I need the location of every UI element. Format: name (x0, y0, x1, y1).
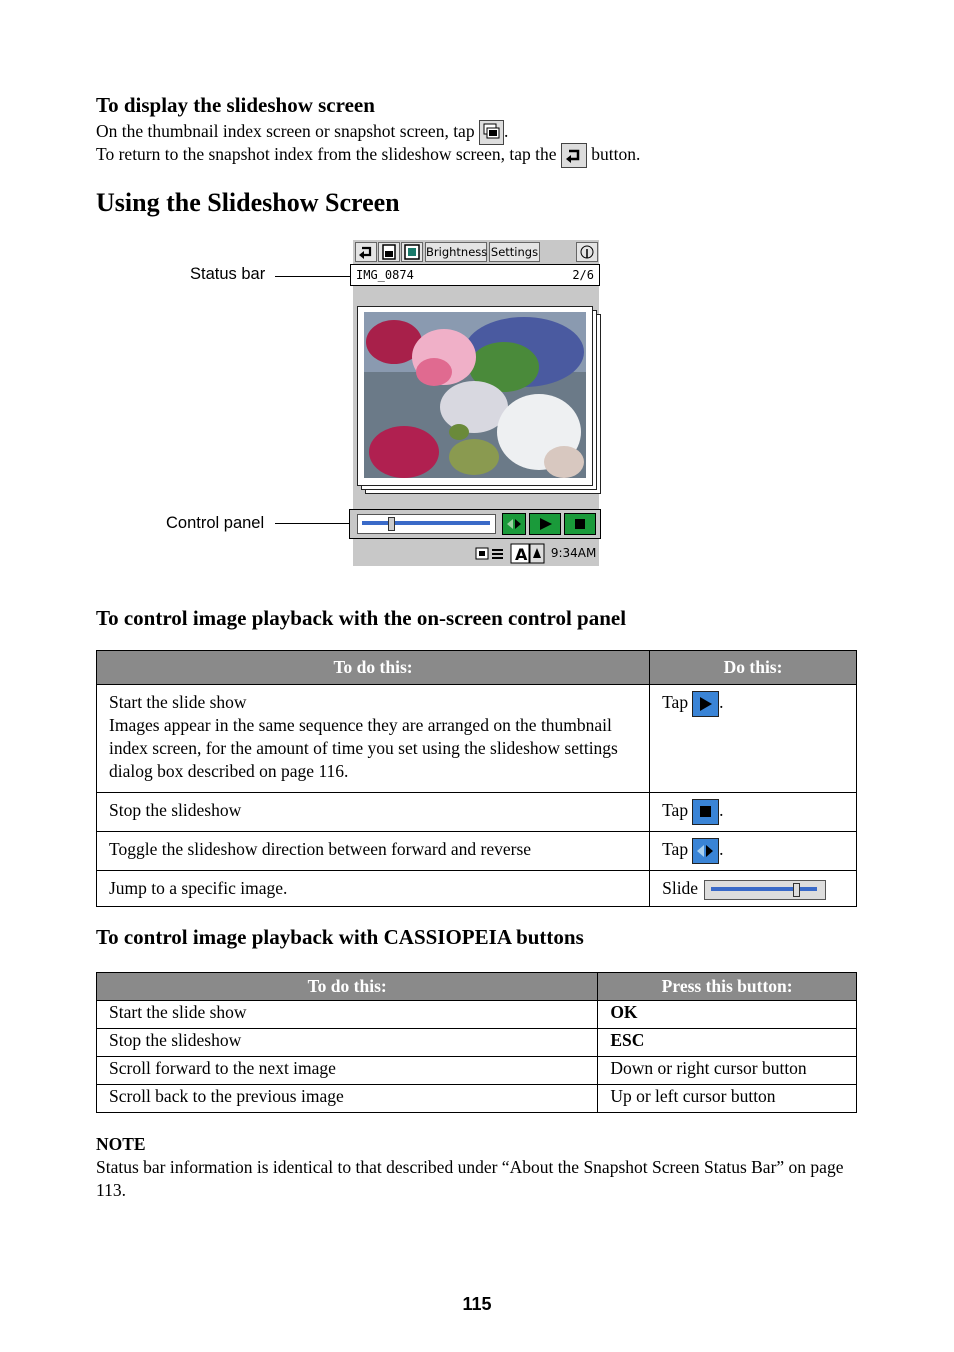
slideshow-screen-figure (353, 240, 599, 566)
action-detail: Images appear in the same sequence they are arranged on the thumbnail index screen, for the amount of time you set using the slideshow settings dialog box described on page 116. (109, 715, 618, 781)
table-cell-action: Scroll forward to the next image (97, 1057, 598, 1085)
direction-toggle-icon (692, 838, 719, 864)
figure-stop-button (564, 513, 596, 535)
table-row (97, 685, 857, 793)
table-cell-action: Stop the slideshow (97, 1029, 598, 1057)
table-row (97, 1001, 857, 1029)
return-icon (561, 143, 587, 168)
using-slideshow-heading: Using the Slideshow Screen (96, 188, 400, 217)
table-header-cell: To do this: (97, 651, 650, 685)
status-bar-leader-line (275, 276, 350, 277)
onscreen-control-heading: To control image playback with the on-screen control panel (96, 606, 627, 630)
play-icon (692, 691, 719, 717)
status-bar-callout: Status bar (190, 265, 266, 283)
figure-brightness-button: Brightness (425, 242, 487, 262)
table-header-cell: Do this: (650, 651, 857, 685)
table-cell-action: Stop the slideshow (97, 793, 650, 832)
note-text: Status bar information is identical to that described under “About the Snapshot Screen Status Bar” on page 113. (96, 1157, 844, 1200)
table-row (97, 793, 857, 832)
control-panel-leader-line (275, 523, 350, 524)
table-row (97, 1085, 857, 1113)
figure-save-icon (378, 242, 400, 262)
figure-slider-thumb (388, 517, 395, 531)
figure-antenna-icon (576, 242, 598, 262)
table-cell-action: Scroll back to the previous image (97, 1085, 598, 1113)
figure-control-panel (349, 509, 601, 539)
table-row (97, 832, 857, 871)
line2-text: To return to the snapshot index from the slideshow screen, tap the (96, 144, 557, 164)
table-header-row (97, 973, 857, 1001)
table-cell-action: Toggle the slideshow direction between forward and reverse (97, 832, 650, 871)
method-verb: Slide (662, 878, 699, 898)
figure-taskbar-tray (475, 542, 596, 564)
slideshow-display-line2 (96, 143, 640, 168)
figure-return-button (355, 242, 377, 262)
table-cell-action (97, 685, 650, 793)
table-cell-button: Up or left cursor button (598, 1085, 857, 1113)
table-cell-action: Jump to a specific image. (97, 871, 650, 907)
slideshow-display-line1 (96, 120, 508, 145)
figure-slideshow-icon (401, 242, 423, 262)
action-title: Start the slide show (109, 692, 247, 712)
table-cell-method: Tap . (650, 793, 857, 832)
table-row (97, 1029, 857, 1057)
slider-icon (704, 880, 826, 900)
slideshow-display-heading: To display the slideshow screen (96, 93, 375, 117)
cassiopeia-buttons-heading: To control image playback with CASSIOPEIA buttons (96, 925, 584, 949)
figure-status-bar (350, 264, 600, 286)
line2-end: button. (591, 144, 641, 164)
note-title: NOTE (96, 1134, 146, 1154)
cassiopeia-buttons-table (96, 972, 857, 1113)
figure-direction-button (502, 513, 526, 535)
stop-icon (692, 799, 719, 825)
figure-play-button (529, 513, 561, 535)
table-cell-button: ESC (598, 1029, 857, 1057)
method-verb: Tap (662, 800, 689, 821)
method-verb: Tap (662, 839, 689, 860)
table-row (97, 871, 857, 907)
figure-slider (357, 514, 496, 534)
table-cell-method (650, 871, 857, 907)
svg-text:A: A (515, 545, 528, 564)
line1-text: On the thumbnail index screen or snapshot screen, tap (96, 121, 475, 141)
onscreen-control-table (96, 650, 857, 907)
table-row (97, 1057, 857, 1085)
method-verb: Tap (662, 692, 689, 713)
figure-counter: 2/6 (572, 268, 594, 282)
table-cell-button: OK (598, 1001, 857, 1029)
flower-photo (364, 312, 586, 478)
table-header-row (97, 651, 857, 685)
table-cell-button: Down or right cursor button (598, 1057, 857, 1085)
table-cell-action: Start the slide show (97, 1001, 598, 1029)
figure-time: 9:34AM (550, 546, 597, 560)
table-header-cell: To do this: (97, 973, 598, 1001)
figure-filename: IMG_0874 (356, 268, 414, 282)
table-cell-method: Tap . (650, 685, 857, 793)
control-panel-callout: Control panel (166, 514, 265, 532)
slideshow-icon (479, 120, 504, 145)
page-number: 115 (462, 1294, 492, 1314)
figure-settings-button: Settings (489, 242, 540, 262)
table-header-cell: Press this button: (598, 973, 857, 1001)
photo-frame (357, 306, 593, 486)
figure-slider-track (362, 521, 490, 525)
line1-end: . (503, 121, 509, 141)
table-cell-method: Tap . (650, 832, 857, 871)
figure-toolbar (353, 240, 599, 264)
tray-icons (475, 542, 547, 564)
